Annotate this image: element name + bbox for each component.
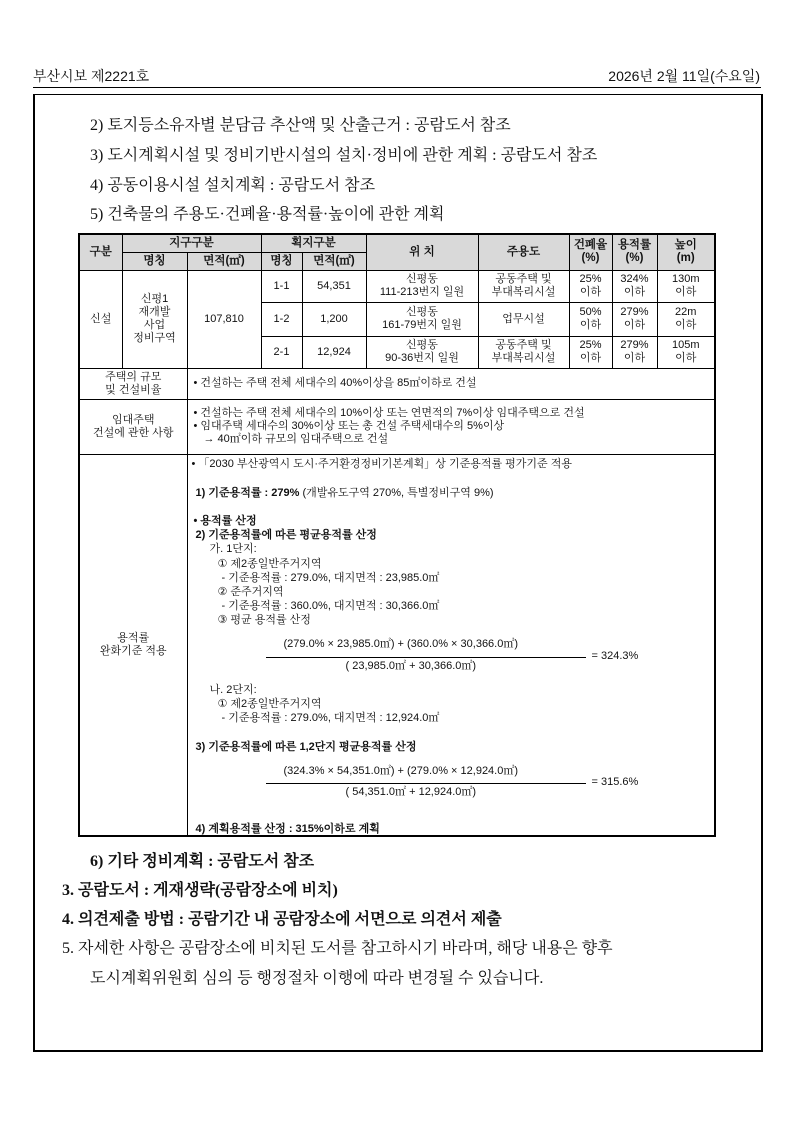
item-5-details-cont: 도시계획위원회 심의 등 행정절차 이행에 따라 변경될 수 있습니다. — [90, 970, 544, 987]
formula-2-numerator: (324.3% × 54,351.0㎡) + (279.0% × 12,924.0㎡) — [283, 764, 519, 777]
lot-area-cell: 1,200 — [302, 302, 366, 336]
far-calc-heading: • 용적률 산정 — [193, 514, 257, 527]
th-bcr: 건폐율 (%) — [569, 234, 612, 270]
height-cell: 105m 이하 — [657, 336, 715, 368]
planned-far: 4) 계획용적률 산정 : 315%이하로 계획 — [195, 822, 380, 835]
location-cell: 신평동 90-36번지 일원 — [366, 336, 478, 368]
lot-area-cell: 54,351 — [302, 270, 366, 302]
item-4: 4) 공동이용시설 설치계획 : 공람도서 참조 — [90, 177, 376, 194]
th-lot-area: 면적(㎡) — [302, 252, 366, 270]
th-far: 용적률 (%) — [612, 234, 657, 270]
bcr-cell: 25% 이하 — [569, 270, 612, 302]
th-gubun: 구분 — [79, 234, 122, 270]
formula-2-denominator: ( 54,351.0㎡ + 12,924.0㎡) — [345, 785, 477, 798]
bcr-cell: 50% 이하 — [569, 302, 612, 336]
item-2: 2) 토지등소유자별 분담금 추산액 및 산출근거 : 공람도서 참조 — [90, 117, 511, 134]
use-cell: 업무시설 — [478, 302, 569, 336]
th-use: 주용도 — [478, 234, 569, 270]
item-4-opinion: 4. 의견제출 방법 : 공람기간 내 공람장소에 서면으로 의견서 제출 — [62, 911, 502, 928]
building-plan-table — [78, 233, 716, 837]
far-cell: 279% 이하 — [612, 336, 657, 368]
lot-cell: 1-2 — [261, 302, 302, 336]
item-3: 3) 도시계획시설 및 정비기반시설의 설치·정비에 관한 계획 : 공람도서 참조 — [90, 147, 598, 164]
bcr-cell: 25% 이하 — [569, 336, 612, 368]
gazette-issue: 부산시보 제2221호 — [33, 68, 150, 84]
far-relax-row — [79, 454, 715, 836]
item-6: 6) 기타 정비계획 : 공람도서 참조 — [90, 853, 315, 870]
avg-far-heading: 2) 기준용적률에 따른 평균용적률 산정 — [195, 528, 377, 541]
combined-far-heading: 3) 기준용적률에 따른 1,2단지 평균용적률 산정 — [195, 740, 417, 753]
th-lot: 획지구분 — [261, 234, 366, 252]
th-height: 높이 (m) — [657, 234, 715, 270]
avg-calc: ③ 평균 용적률 산정 — [217, 613, 311, 626]
complex-1: 가. 1단지: — [209, 542, 257, 555]
header-rule — [33, 87, 761, 88]
housing-scale-label: 주택의 규모 및 건설비율 — [79, 368, 187, 399]
height-cell: 130m 이하 — [657, 270, 715, 302]
th-district: 지구구분 — [122, 234, 261, 252]
far-relax-label: 용적률 완화기준 적용 — [79, 454, 187, 836]
far-cell: 279% 이하 — [612, 302, 657, 336]
formula-2-result: = 315.6% — [591, 775, 639, 788]
district-area-cell: 107,810 — [187, 270, 261, 368]
formula-2-bar — [266, 783, 586, 784]
far-basis-text: • 「2030 부산광역시 도시·주거환경정비기본계획」상 기준용적률 평가기준 적용 — [191, 457, 572, 470]
th-district-area: 면적(㎡) — [187, 252, 261, 270]
formula-1-numerator: (279.0% × 23,985.0㎡) + (360.0% × 30,366.0㎡) — [283, 637, 519, 650]
lot-cell: 2-1 — [261, 336, 302, 368]
use-cell: 공동주택 및 부대복리시설 — [478, 336, 569, 368]
formula-1-denominator: ( 23,985.0㎡ + 30,366.0㎡) — [345, 659, 477, 672]
rental-row — [79, 399, 715, 454]
rental-label: 임대주택 건설에 관한 사항 — [79, 399, 187, 454]
complex-2: 나. 2단지: — [209, 683, 257, 696]
item-5: 5) 건축물의 주용도·건폐율·용적률·높이에 관한 계획 — [90, 206, 445, 223]
th-district-name: 명칭 — [122, 252, 187, 270]
zone-3-detail: - 기준용적률 : 279.0%, 대지면적 : 12,924.0㎡ — [221, 711, 440, 724]
housing-scale-text: • 건설하는 주택 전체 세대수의 40%이상을 85㎡이하로 건설 — [187, 368, 715, 399]
far-relax-content — [187, 454, 715, 836]
item-5-details: 5. 자세한 사항은 공람장소에 비치된 도서를 참고하시기 바라며, 해당 내용은 향후 — [62, 940, 613, 957]
formula-1-bar — [266, 657, 586, 658]
item-3-documents: 3. 공람도서 : 게재생략(공람장소에 비치) — [62, 882, 338, 899]
zone-1: ① 제2종일반주거지역 — [217, 557, 322, 570]
base-far-line: 1) 기준용적률 : 279% (개발유도구역 270%, 특별정비구역 9%) — [195, 486, 494, 499]
zone-1-detail: - 기준용적률 : 279.0%, 대지면적 : 23,985.0㎡ — [221, 571, 440, 584]
location-cell: 신평동 161-79번지 일원 — [366, 302, 478, 336]
height-cell: 22m 이하 — [657, 302, 715, 336]
lot-area-cell: 12,924 — [302, 336, 366, 368]
formula-1-result: = 324.3% — [591, 649, 639, 662]
zone-3: ① 제2종일반주거지역 — [217, 697, 322, 710]
type-cell: 신설 — [79, 270, 122, 368]
lot-cell: 1-1 — [261, 270, 302, 302]
zone-2-detail: - 기준용적률 : 360.0%, 대지면적 : 30,366.0㎡ — [221, 599, 440, 612]
th-location: 위 치 — [366, 234, 478, 270]
table-row — [79, 270, 715, 302]
th-lot-name: 명칭 — [261, 252, 302, 270]
district-name-cell: 신평1 재개발 사업 정비구역 — [122, 270, 187, 368]
rental-text: • 건설하는 주택 전체 세대수의 10%이상 또는 연면적의 7%이상 임대주택으로 건설 • 임대주택 세대수의 30%이상 또는 총 건설 주택세대수의 5%이상 → 40㎡이하 규모의 임대주택으로 건설 — [187, 399, 715, 454]
location-cell: 신평동 111-213번지 일원 — [366, 270, 478, 302]
gazette-date: 2026년 2월 11일(수요일) — [608, 68, 760, 84]
use-cell: 공동주택 및 부대복리시설 — [478, 270, 569, 302]
far-cell: 324% 이하 — [612, 270, 657, 302]
zone-2: ② 준주거지역 — [217, 585, 284, 598]
housing-scale-row — [79, 368, 715, 399]
